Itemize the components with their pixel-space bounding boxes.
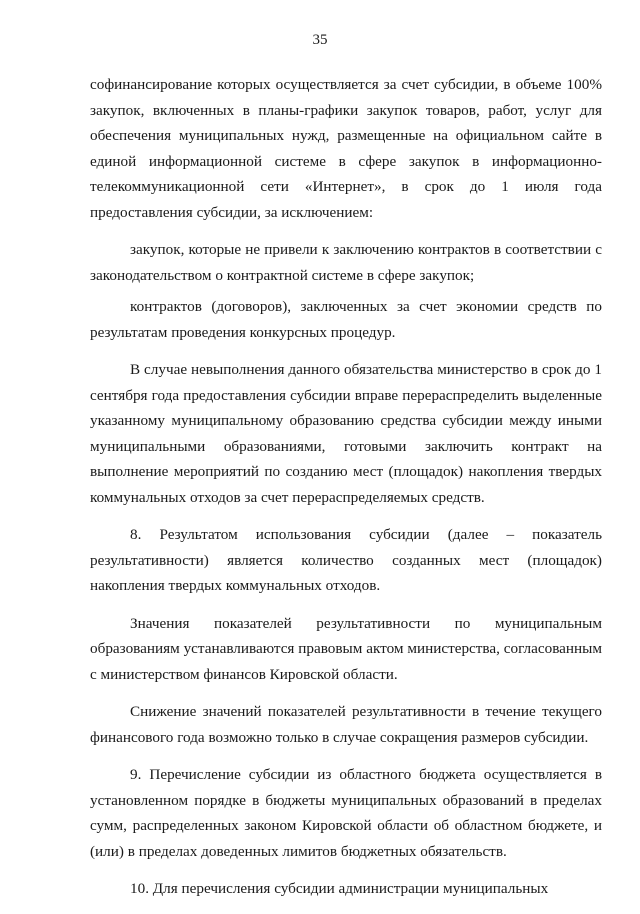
document-body [90,72,602,914]
paragraph-indicator-reduction: Снижение значений показателей результативности в течение текущего финансового года возможно только в случае сокращения размеров субсидии. [90,703,602,746]
paragraph-nonfulfillment: В случае невыполнения данного обязательства министерство в срок до 1 сентября года предоставления субсидии вправе перераспределить выделенные указанному муниципальному образованию средства субсидии между иными муниципальными образованиями, готовыми заключить контракт на выполнение мероприятий по созданию мест (площадок) накопления твердых коммунальных отходов за счет перераспределяемых средств. [90,361,602,506]
paragraph-item-9: 9. Перечисление субсидии из областного бюджета осуществляется в установленном порядке в бюджеты муниципальных образований в пределах сумм, распределенных законом Кировской области об областном бюджете, и (или) в пределах доведенных лимитов бюджетных обязательств. [90,766,602,860]
paragraph-exception-procurement: закупок, которые не привели к заключению контрактов в соответствии с законодательством о контрактной системе в сфере закупок; [90,241,602,284]
paragraph-item-8: 8. Результатом использования субсидии (далее – показатель результативности) является количество созданных мест (площадок) накопления твердых коммунальных отходов. [90,526,602,594]
page-number: 35 [312,32,328,48]
paragraph-exception-contracts: контрактов (договоров), заключенных за счет экономии средств по результатам проведения конкурсных процедур. [90,298,602,341]
paragraph-continuation: софинансирование которых осуществляется за счет субсидии, в объеме 100% закупок, включенных в планы-графики закупок товаров, работ, услуг для обеспечения муниципальных нужд, размещенные на официальном сайте в единой информационной системе в сфере закупок в информационно-телекоммуникационной сети «Интернет», в срок до 1 июля года предоставления субсидии, за исключением: [90,76,602,221]
paragraph-item-10: 10. Для перечисления субсидии администрации муниципальных [130,880,549,897]
paragraph-indicator-values: Значения показателей результативности по муниципальным образованиям устанавливаются правовым актом министерства, согласованным с министерством финансов Кировской области. [90,614,602,683]
